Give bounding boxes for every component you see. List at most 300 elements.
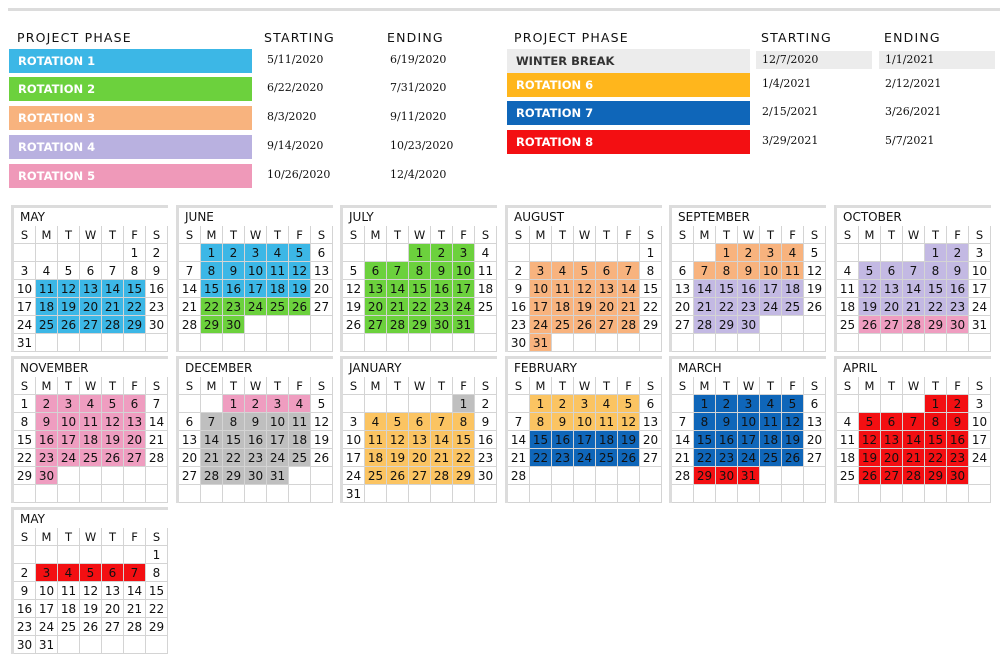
day-cell: 26 xyxy=(343,316,365,334)
day-cell: 27 xyxy=(80,316,102,334)
weekday-label: F xyxy=(289,377,311,395)
day-cell: 15 xyxy=(146,582,168,600)
day-cell: 29 xyxy=(223,467,245,485)
day-cell: 30 xyxy=(947,467,969,485)
day-cell: 29 xyxy=(640,316,662,334)
weekday-label: S xyxy=(146,377,168,395)
day-cell: 13 xyxy=(640,413,662,431)
empty-day-cell xyxy=(552,244,574,262)
day-cell: 1 xyxy=(925,244,947,262)
day-cell: 4 xyxy=(596,395,618,413)
day-cell: 7 xyxy=(508,413,530,431)
empty-day-cell xyxy=(837,244,859,262)
day-cell: 25 xyxy=(837,467,859,485)
month-block xyxy=(834,205,991,352)
day-cell: 6 xyxy=(881,262,903,280)
day-cell: 10 xyxy=(36,582,58,600)
weekday-label: S xyxy=(343,226,365,244)
empty-day-cell xyxy=(431,334,453,352)
day-cell: 18 xyxy=(760,431,782,449)
empty-day-cell xyxy=(804,485,826,503)
weekday-label: M xyxy=(201,377,223,395)
weekday-label: T xyxy=(596,377,618,395)
day-cell: 15 xyxy=(201,280,223,298)
day-cell: 21 xyxy=(672,449,694,467)
day-cell: 25 xyxy=(596,449,618,467)
day-cell: 20 xyxy=(102,600,124,618)
weekday-label: W xyxy=(738,226,760,244)
day-cell: 2 xyxy=(14,564,36,582)
phase-bar: ROTATION 4 xyxy=(9,135,252,159)
day-cell: 9 xyxy=(431,262,453,280)
day-cell: 10 xyxy=(245,262,267,280)
day-cell: 6 xyxy=(80,262,102,280)
day-cell: 30 xyxy=(146,316,168,334)
empty-day-cell xyxy=(475,485,497,503)
day-cell: 24 xyxy=(969,449,991,467)
day-cell: 30 xyxy=(14,636,36,654)
day-cell: 17 xyxy=(58,431,80,449)
day-cell: 14 xyxy=(694,280,716,298)
month-grid xyxy=(672,377,826,503)
day-cell: 9 xyxy=(738,262,760,280)
day-cell: 20 xyxy=(881,449,903,467)
phase-bar: ROTATION 5 xyxy=(9,164,252,188)
month-block xyxy=(340,205,497,352)
day-cell: 2 xyxy=(738,244,760,262)
day-cell: 7 xyxy=(903,262,925,280)
day-cell: 3 xyxy=(36,564,58,582)
day-cell: 1 xyxy=(124,244,146,262)
empty-day-cell xyxy=(267,334,289,352)
empty-day-cell xyxy=(574,244,596,262)
weekday-label: M xyxy=(36,226,58,244)
empty-day-cell xyxy=(859,395,881,413)
weekday-label: F xyxy=(782,377,804,395)
phase-end-date: 2/12/2021 xyxy=(885,77,942,90)
empty-day-cell xyxy=(903,244,925,262)
empty-day-cell xyxy=(903,485,925,503)
day-cell: 22 xyxy=(640,298,662,316)
month-block xyxy=(11,356,168,503)
month-grid xyxy=(14,226,168,352)
day-cell: 17 xyxy=(530,298,552,316)
day-cell: 23 xyxy=(36,449,58,467)
day-cell: 11 xyxy=(475,262,497,280)
weekday-label: T xyxy=(881,226,903,244)
day-cell: 26 xyxy=(311,449,333,467)
day-cell: 19 xyxy=(804,280,826,298)
day-cell: 9 xyxy=(146,262,168,280)
day-cell: 8 xyxy=(409,262,431,280)
day-cell: 27 xyxy=(881,467,903,485)
empty-day-cell xyxy=(343,334,365,352)
day-cell: 14 xyxy=(903,280,925,298)
empty-day-cell xyxy=(387,244,409,262)
day-cell: 14 xyxy=(672,431,694,449)
day-cell: 4 xyxy=(365,413,387,431)
weekday-label: W xyxy=(409,226,431,244)
day-cell: 27 xyxy=(102,618,124,636)
day-cell: 14 xyxy=(508,431,530,449)
day-cell: 21 xyxy=(903,298,925,316)
month-block xyxy=(669,356,826,503)
weekday-label: M xyxy=(36,377,58,395)
empty-day-cell xyxy=(343,244,365,262)
weekday-label: W xyxy=(738,377,760,395)
empty-day-cell xyxy=(14,244,36,262)
day-cell: 20 xyxy=(311,280,333,298)
day-cell: 9 xyxy=(14,582,36,600)
day-cell: 24 xyxy=(738,449,760,467)
empty-day-cell xyxy=(760,467,782,485)
empty-day-cell xyxy=(738,485,760,503)
phase-end-date: 5/7/2021 xyxy=(885,134,935,147)
weekday-label: S xyxy=(804,377,826,395)
day-cell: 1 xyxy=(146,546,168,564)
day-cell: 17 xyxy=(969,431,991,449)
day-cell: 9 xyxy=(475,413,497,431)
day-cell: 11 xyxy=(782,262,804,280)
day-cell: 5 xyxy=(782,395,804,413)
day-cell: 12 xyxy=(782,413,804,431)
month-grid xyxy=(343,226,497,352)
day-cell: 5 xyxy=(289,244,311,262)
weekday-label: S xyxy=(508,377,530,395)
day-cell: 29 xyxy=(409,316,431,334)
day-cell: 23 xyxy=(508,316,530,334)
day-cell: 4 xyxy=(760,395,782,413)
empty-day-cell xyxy=(311,467,333,485)
month-title: JUNE xyxy=(185,210,214,224)
day-cell: 31 xyxy=(530,334,552,352)
day-cell: 22 xyxy=(925,449,947,467)
empty-day-cell xyxy=(508,485,530,503)
empty-day-cell xyxy=(201,334,223,352)
day-cell: 17 xyxy=(453,280,475,298)
top-divider xyxy=(8,8,1000,11)
day-cell: 5 xyxy=(102,395,124,413)
day-cell: 28 xyxy=(618,316,640,334)
empty-day-cell xyxy=(179,244,201,262)
day-cell: 15 xyxy=(124,280,146,298)
day-cell: 2 xyxy=(947,395,969,413)
phase-start-date: 2/15/2021 xyxy=(762,105,819,118)
day-cell: 26 xyxy=(618,449,640,467)
day-cell: 26 xyxy=(859,467,881,485)
phase-bar: ROTATION 2 xyxy=(9,77,252,101)
empty-day-cell xyxy=(640,485,662,503)
empty-day-cell xyxy=(760,334,782,352)
weekday-label: T xyxy=(58,528,80,546)
day-cell: 28 xyxy=(179,316,201,334)
empty-day-cell xyxy=(289,467,311,485)
day-cell: 12 xyxy=(387,431,409,449)
empty-day-cell xyxy=(947,334,969,352)
day-cell: 2 xyxy=(146,244,168,262)
day-cell: 15 xyxy=(925,280,947,298)
day-cell: 29 xyxy=(925,467,947,485)
empty-day-cell xyxy=(431,485,453,503)
weekday-label: F xyxy=(947,377,969,395)
weekday-label: T xyxy=(102,377,124,395)
day-cell: 1 xyxy=(201,244,223,262)
day-cell: 31 xyxy=(453,316,475,334)
day-cell: 30 xyxy=(475,467,497,485)
day-cell: 17 xyxy=(969,280,991,298)
day-cell: 27 xyxy=(124,449,146,467)
weekday-label: S xyxy=(179,226,201,244)
day-cell: 11 xyxy=(837,431,859,449)
weekday-label: S xyxy=(475,226,497,244)
empty-day-cell xyxy=(969,467,991,485)
empty-day-cell xyxy=(618,467,640,485)
month-title: AUGUST xyxy=(514,210,565,224)
day-cell: 18 xyxy=(267,280,289,298)
day-cell: 16 xyxy=(947,280,969,298)
day-cell: 6 xyxy=(102,564,124,582)
empty-day-cell xyxy=(530,485,552,503)
empty-day-cell xyxy=(782,467,804,485)
weekday-label: F xyxy=(453,377,475,395)
day-cell: 14 xyxy=(387,280,409,298)
day-cell: 12 xyxy=(343,280,365,298)
empty-day-cell xyxy=(694,244,716,262)
weekday-label: S xyxy=(672,377,694,395)
weekday-label: S xyxy=(640,377,662,395)
empty-day-cell xyxy=(530,467,552,485)
day-cell: 15 xyxy=(223,431,245,449)
day-cell: 27 xyxy=(640,449,662,467)
day-cell: 18 xyxy=(80,431,102,449)
day-cell: 1 xyxy=(409,244,431,262)
day-cell: 16 xyxy=(716,431,738,449)
month-title: MAY xyxy=(20,512,45,526)
weekday-label: T xyxy=(267,226,289,244)
day-cell: 7 xyxy=(146,395,168,413)
day-cell: 1 xyxy=(925,395,947,413)
empty-day-cell xyxy=(925,334,947,352)
day-cell: 28 xyxy=(508,467,530,485)
phase-end-date: 9/11/2020 xyxy=(390,110,447,123)
day-cell: 24 xyxy=(453,298,475,316)
month-title: APRIL xyxy=(843,361,878,375)
day-cell: 7 xyxy=(672,413,694,431)
weekday-label: S xyxy=(640,226,662,244)
weekday-label: T xyxy=(58,377,80,395)
day-cell: 12 xyxy=(859,431,881,449)
weekday-label: F xyxy=(618,226,640,244)
day-cell: 2 xyxy=(36,395,58,413)
day-cell: 30 xyxy=(947,316,969,334)
day-cell: 23 xyxy=(223,298,245,316)
day-cell: 21 xyxy=(387,298,409,316)
weekday-label: M xyxy=(36,528,58,546)
day-cell: 30 xyxy=(738,316,760,334)
day-cell: 13 xyxy=(365,280,387,298)
day-cell: 8 xyxy=(124,262,146,280)
day-cell: 12 xyxy=(859,280,881,298)
empty-day-cell xyxy=(267,316,289,334)
empty-day-cell xyxy=(760,485,782,503)
empty-day-cell xyxy=(36,485,58,503)
day-cell: 11 xyxy=(365,431,387,449)
day-cell: 13 xyxy=(102,582,124,600)
month-block xyxy=(834,356,991,503)
day-cell: 2 xyxy=(716,395,738,413)
day-cell: 26 xyxy=(387,467,409,485)
day-cell: 21 xyxy=(431,449,453,467)
day-cell: 15 xyxy=(925,431,947,449)
day-cell: 20 xyxy=(124,431,146,449)
day-cell: 11 xyxy=(267,262,289,280)
day-cell: 23 xyxy=(475,449,497,467)
weekday-label: S xyxy=(146,528,168,546)
weekday-label: S xyxy=(311,377,333,395)
weekday-label: S xyxy=(508,226,530,244)
day-cell: 8 xyxy=(146,564,168,582)
day-cell: 17 xyxy=(267,431,289,449)
day-cell: 13 xyxy=(179,431,201,449)
weekday-label: W xyxy=(80,377,102,395)
weekday-label: S xyxy=(969,226,991,244)
empty-day-cell xyxy=(365,395,387,413)
day-cell: 19 xyxy=(289,280,311,298)
day-cell: 22 xyxy=(925,298,947,316)
day-cell: 27 xyxy=(596,316,618,334)
day-cell: 31 xyxy=(738,467,760,485)
day-cell: 25 xyxy=(552,316,574,334)
day-cell: 15 xyxy=(530,431,552,449)
empty-day-cell xyxy=(289,316,311,334)
day-cell: 10 xyxy=(58,413,80,431)
day-cell: 13 xyxy=(80,280,102,298)
day-cell: 22 xyxy=(146,600,168,618)
day-cell: 20 xyxy=(804,431,826,449)
day-cell: 16 xyxy=(245,431,267,449)
day-cell: 15 xyxy=(14,431,36,449)
day-cell: 28 xyxy=(431,467,453,485)
day-cell: 30 xyxy=(245,467,267,485)
phase-end-date: 12/4/2020 xyxy=(390,168,447,181)
day-cell: 6 xyxy=(804,395,826,413)
weekday-label: T xyxy=(716,226,738,244)
phase-start-date: 1/4/2021 xyxy=(762,77,812,90)
empty-day-cell xyxy=(124,636,146,654)
weekday-label: S xyxy=(969,377,991,395)
empty-day-cell xyxy=(596,485,618,503)
day-cell: 25 xyxy=(365,467,387,485)
day-cell: 18 xyxy=(837,449,859,467)
empty-day-cell xyxy=(760,316,782,334)
day-cell: 14 xyxy=(102,280,124,298)
day-cell: 9 xyxy=(36,413,58,431)
empty-day-cell xyxy=(124,334,146,352)
day-cell: 10 xyxy=(969,413,991,431)
day-cell: 3 xyxy=(58,395,80,413)
day-cell: 3 xyxy=(738,395,760,413)
day-cell: 3 xyxy=(14,262,36,280)
day-cell: 24 xyxy=(267,449,289,467)
empty-day-cell xyxy=(311,485,333,503)
empty-day-cell xyxy=(453,334,475,352)
day-cell: 29 xyxy=(146,618,168,636)
day-cell: 8 xyxy=(925,413,947,431)
empty-day-cell xyxy=(881,485,903,503)
day-cell: 28 xyxy=(694,316,716,334)
day-cell: 21 xyxy=(508,449,530,467)
empty-day-cell xyxy=(343,395,365,413)
weekday-label: W xyxy=(245,226,267,244)
day-cell: 10 xyxy=(267,413,289,431)
empty-day-cell xyxy=(245,316,267,334)
weekday-label: S xyxy=(14,377,36,395)
day-cell: 3 xyxy=(530,262,552,280)
day-cell: 7 xyxy=(431,413,453,431)
day-cell: 20 xyxy=(409,449,431,467)
phase-bar: ROTATION 6 xyxy=(507,73,750,97)
day-cell: 28 xyxy=(201,467,223,485)
day-cell: 18 xyxy=(475,280,497,298)
day-cell: 16 xyxy=(552,431,574,449)
day-cell: 29 xyxy=(14,467,36,485)
phase-start-date: 3/29/2021 xyxy=(762,134,819,147)
weekday-label: T xyxy=(431,377,453,395)
day-cell: 2 xyxy=(431,244,453,262)
empty-day-cell xyxy=(716,485,738,503)
day-cell: 14 xyxy=(201,431,223,449)
month-grid xyxy=(343,377,497,503)
empty-day-cell xyxy=(179,334,201,352)
day-cell: 22 xyxy=(716,298,738,316)
day-cell: 13 xyxy=(596,280,618,298)
day-cell: 13 xyxy=(672,280,694,298)
day-cell: 10 xyxy=(969,262,991,280)
header-project-phase: PROJECT PHASE xyxy=(17,30,132,45)
empty-day-cell xyxy=(837,334,859,352)
day-cell: 19 xyxy=(859,449,881,467)
empty-day-cell xyxy=(530,244,552,262)
day-cell: 6 xyxy=(640,395,662,413)
month-block xyxy=(176,356,333,503)
day-cell: 23 xyxy=(947,298,969,316)
day-cell: 8 xyxy=(694,413,716,431)
month-block xyxy=(505,356,662,503)
day-cell: 23 xyxy=(552,449,574,467)
day-cell: 11 xyxy=(760,413,782,431)
month-grid xyxy=(837,377,991,503)
weekday-label: W xyxy=(574,226,596,244)
day-cell: 1 xyxy=(453,395,475,413)
empty-day-cell xyxy=(58,334,80,352)
day-cell: 30 xyxy=(431,316,453,334)
day-cell: 3 xyxy=(453,244,475,262)
empty-day-cell xyxy=(201,485,223,503)
day-cell: 8 xyxy=(716,262,738,280)
day-cell: 2 xyxy=(245,395,267,413)
day-cell: 26 xyxy=(102,449,124,467)
day-cell: 18 xyxy=(552,298,574,316)
empty-day-cell xyxy=(146,485,168,503)
empty-day-cell xyxy=(58,467,80,485)
weekday-label: T xyxy=(223,226,245,244)
day-cell: 31 xyxy=(969,316,991,334)
empty-day-cell xyxy=(552,334,574,352)
day-cell: 17 xyxy=(14,298,36,316)
day-cell: 10 xyxy=(453,262,475,280)
weekday-label: W xyxy=(80,226,102,244)
day-cell: 5 xyxy=(859,413,881,431)
